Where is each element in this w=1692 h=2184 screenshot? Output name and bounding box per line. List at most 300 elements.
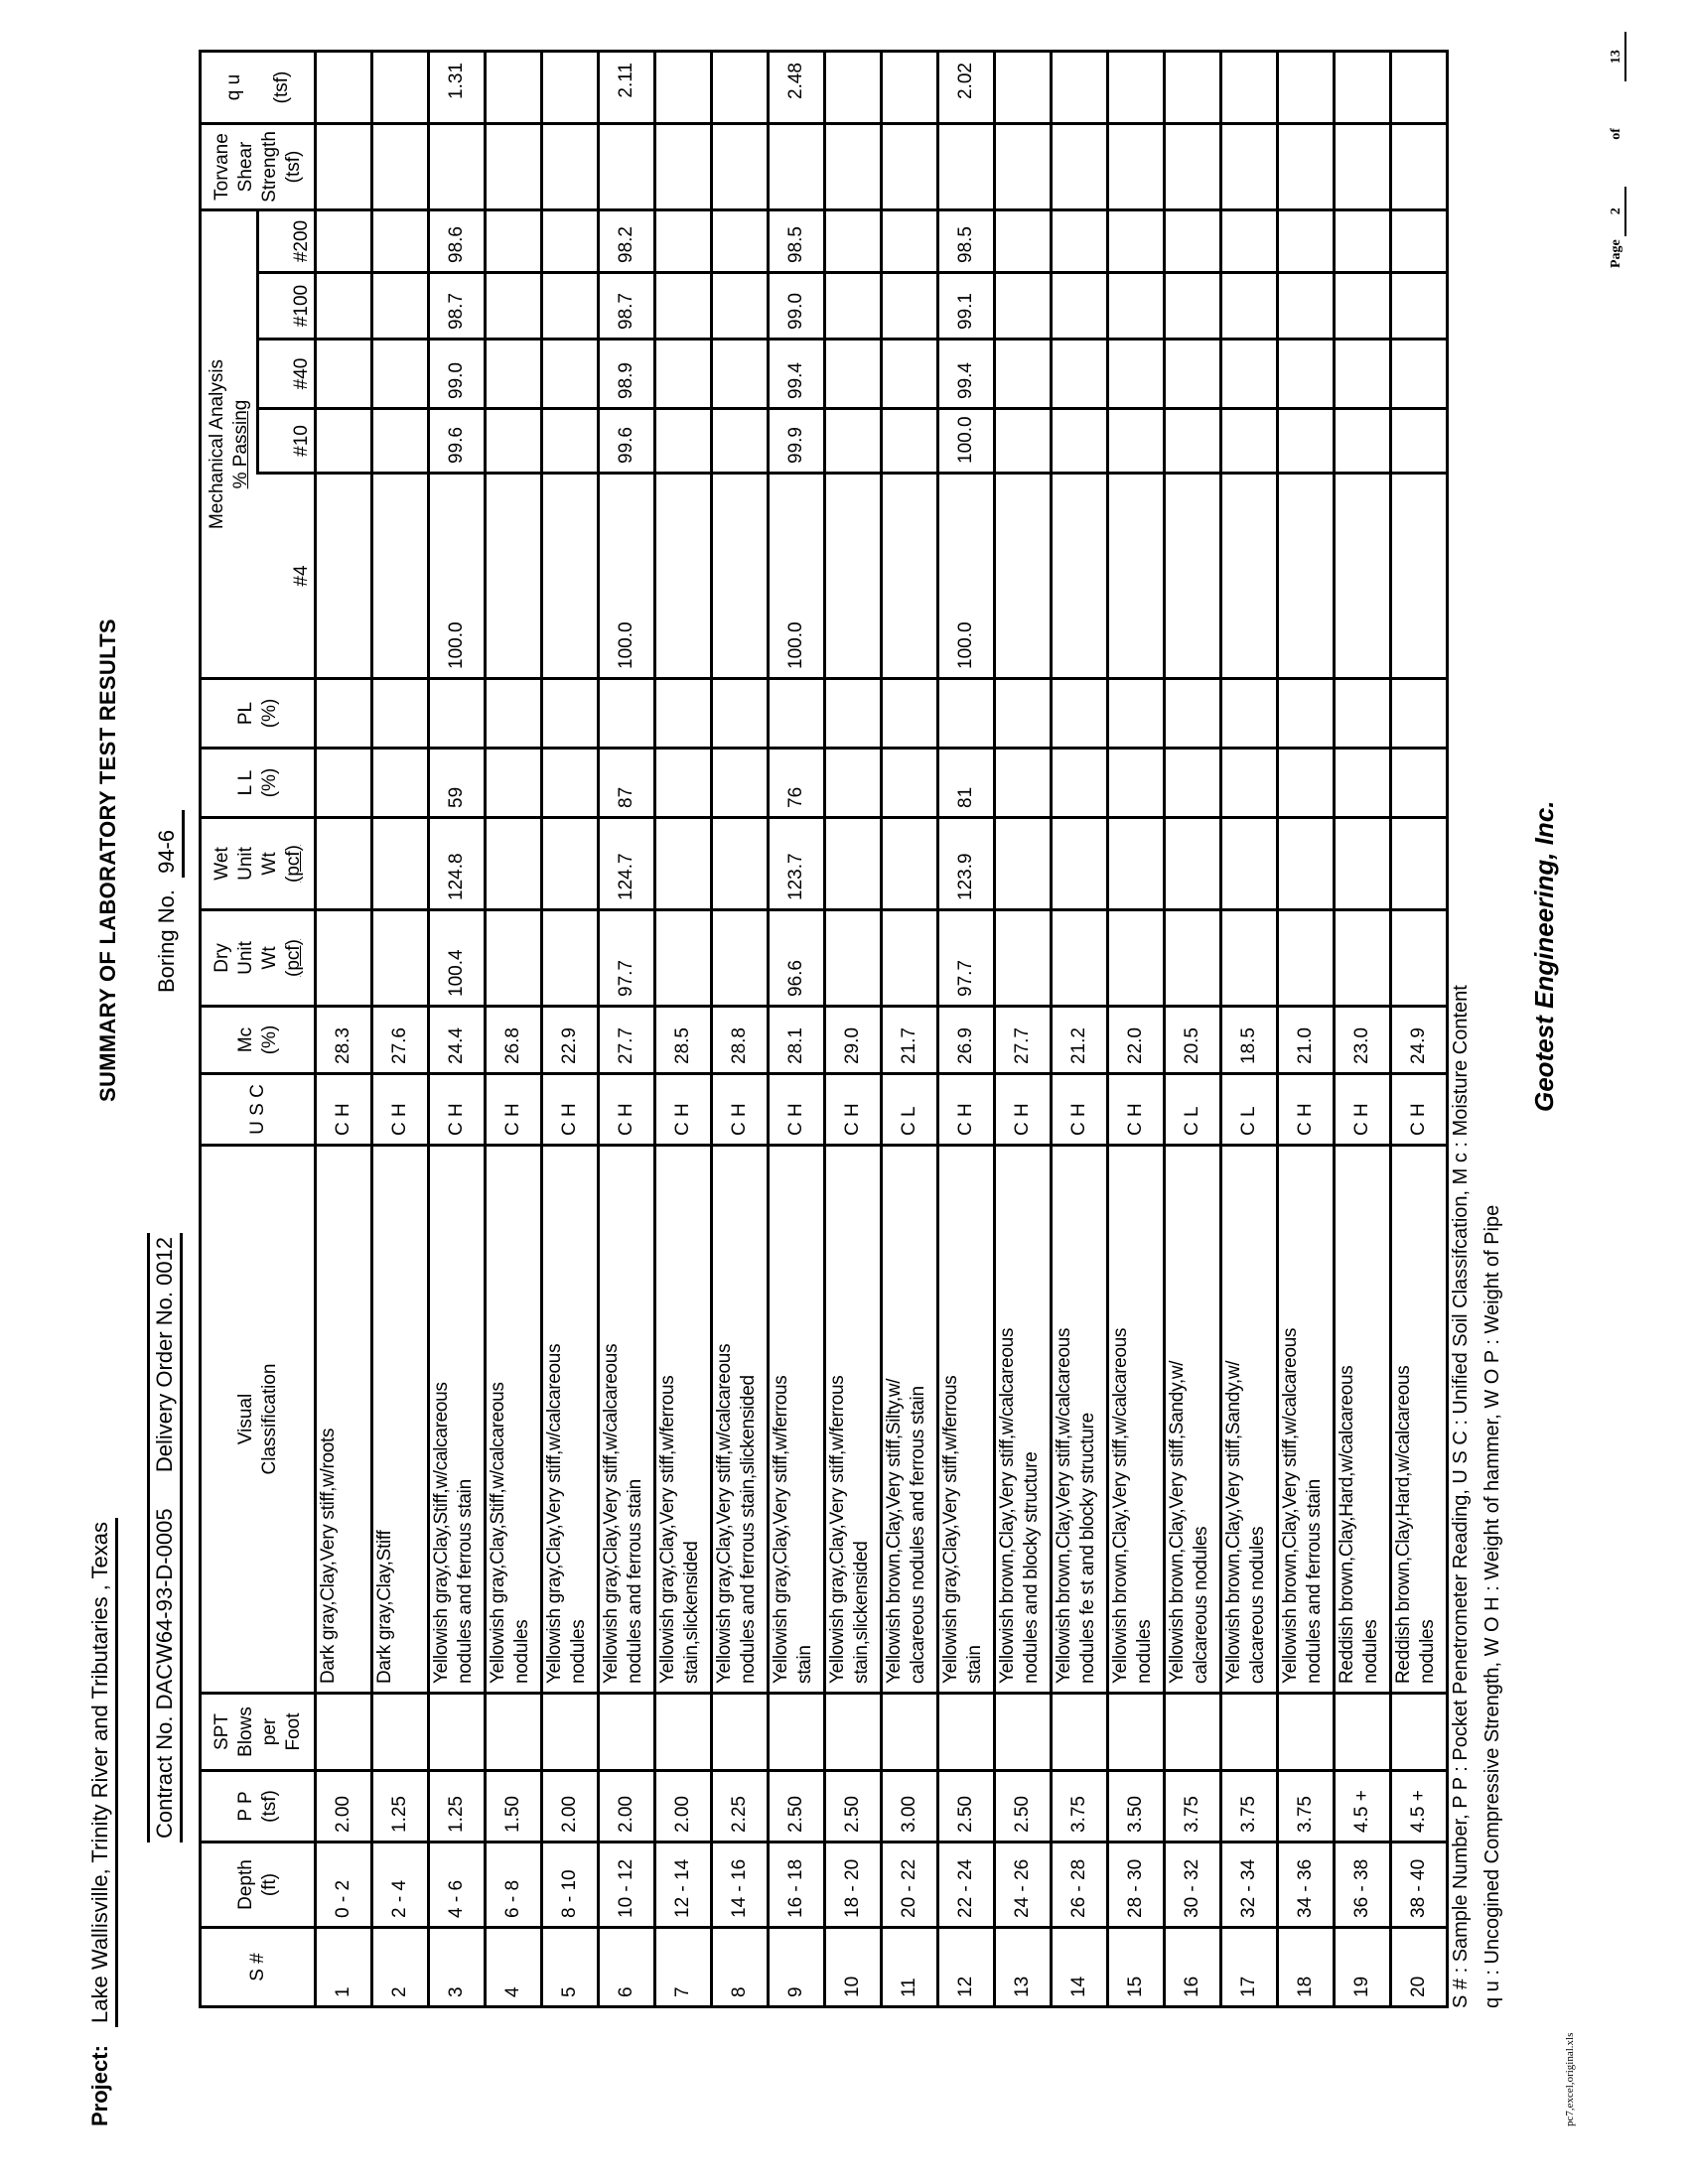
cell-dry-unit-weight <box>1052 910 1108 1007</box>
cell-visual-classification <box>599 1146 655 1694</box>
cell-pocket-penetrometer: 2.50 <box>995 1771 1052 1843</box>
col-header-mechanical-analysis: Mechanical Analysis % Passing <box>201 210 258 679</box>
col-header-mc: Mc (%) <box>201 1007 316 1074</box>
cell-sieve-4 <box>542 474 599 679</box>
cell-torvane <box>1278 124 1335 210</box>
cell-sieve-200 <box>1052 210 1108 273</box>
cell-sieve-200: 98.5 <box>769 210 825 273</box>
cell-sample-number: 15 <box>1108 1928 1165 2007</box>
cell-qu <box>655 52 712 124</box>
cell-plastic-limit <box>769 679 825 749</box>
cell-pocket-penetrometer: 3.75 <box>1165 1771 1221 1843</box>
cell-depth: 38 - 40 <box>1391 1843 1448 1928</box>
cell-moisture-content: 21.7 <box>882 1007 938 1074</box>
col-header-usc: U S C <box>201 1074 316 1146</box>
cell-sieve-100 <box>1221 273 1278 340</box>
cell-plastic-limit <box>316 679 372 749</box>
table-row <box>1391 52 1448 2007</box>
cell-sieve-10 <box>542 409 599 474</box>
classification-line: nodules and ferrous stain <box>1304 1479 1325 1684</box>
cell-moisture-content: 26.9 <box>938 1007 995 1074</box>
cell-usc: C H <box>372 1074 429 1146</box>
cell-dry-unit-weight: 100.4 <box>429 910 486 1007</box>
classification-line: calcareous nodules <box>1191 1526 1211 1684</box>
col-header-wet-unit-wt: Wet Unit Wt (pcf) <box>201 818 316 910</box>
cell-sieve-4 <box>655 474 712 679</box>
cell-liquid-limit <box>1278 749 1335 818</box>
cell-moisture-content: 27.7 <box>995 1007 1052 1074</box>
classification-line: nodules <box>1134 1619 1155 1684</box>
cell-dry-unit-weight <box>372 910 429 1007</box>
legend-line-2: q u : Uncogined Compressive Strength, W O H : Weight of hammer, W O P : Weight of Pipe <box>1481 1204 1503 2008</box>
cell-qu: 1.31 <box>429 52 486 124</box>
cell-torvane <box>995 124 1052 210</box>
cell-liquid-limit <box>882 749 938 818</box>
cell-depth: 28 - 30 <box>1108 1843 1165 1928</box>
cell-torvane <box>1108 124 1165 210</box>
cell-usc: C L <box>1165 1074 1221 1146</box>
cell-visual-classification <box>655 1146 712 1694</box>
cell-spt-blows <box>1108 1694 1165 1771</box>
col-header-torvane: Torvane Shear Strength (tsf) <box>201 124 316 210</box>
cell-spt-blows <box>599 1694 655 1771</box>
cell-usc: C H <box>1278 1074 1335 1146</box>
cell-moisture-content: 21.2 <box>1052 1007 1108 1074</box>
cell-dry-unit-weight <box>1165 910 1221 1007</box>
cell-liquid-limit <box>316 749 372 818</box>
cell-visual-classification <box>316 1146 372 1694</box>
cell-usc: C H <box>599 1074 655 1146</box>
cell-moisture-content: 29.0 <box>825 1007 882 1074</box>
cell-dry-unit-weight <box>825 910 882 1007</box>
classification-line: stain,slickensided <box>851 1541 872 1684</box>
cell-torvane <box>1221 124 1278 210</box>
cell-usc: C L <box>1221 1074 1278 1146</box>
cell-wet-unit-weight <box>882 818 938 910</box>
cell-depth: 34 - 36 <box>1278 1843 1335 1928</box>
cell-sample-number: 9 <box>769 1928 825 2007</box>
table-body <box>316 52 1448 2007</box>
col-header-sieve-100: #100 <box>258 273 316 340</box>
cell-liquid-limit <box>372 749 429 818</box>
cell-wet-unit-weight: 124.7 <box>599 818 655 910</box>
cell-wet-unit-weight: 124.8 <box>429 818 486 910</box>
cell-sieve-200 <box>316 210 372 273</box>
project-label: Project: <box>87 2045 112 2126</box>
cell-liquid-limit: 59 <box>429 749 486 818</box>
cell-pocket-penetrometer: 3.75 <box>1052 1771 1108 1843</box>
cell-pocket-penetrometer: 2.00 <box>599 1771 655 1843</box>
project-value: Lake Wallisville, Trinity River and Tributaries , Texas <box>87 1518 118 2027</box>
cell-sieve-40 <box>1391 340 1448 409</box>
classification-line: nodules <box>1360 1619 1381 1684</box>
cell-sieve-10 <box>1108 409 1165 474</box>
table-row <box>655 52 712 2007</box>
cell-wet-unit-weight <box>1165 818 1221 910</box>
cell-wet-unit-weight: 123.9 <box>938 818 995 910</box>
classification-line: nodules <box>511 1619 532 1684</box>
cell-qu <box>1108 52 1165 124</box>
classification-line: nodules and ferrous stain,slickensided <box>738 1375 759 1684</box>
cell-qu <box>542 52 599 124</box>
cell-spt-blows <box>1391 1694 1448 1771</box>
cell-wet-unit-weight <box>372 818 429 910</box>
cell-wet-unit-weight <box>1335 818 1391 910</box>
cell-spt-blows <box>882 1694 938 1771</box>
cell-visual-classification <box>1108 1146 1165 1694</box>
cell-visual-classification <box>1335 1146 1391 1694</box>
cell-sieve-100: 99.1 <box>938 273 995 340</box>
cell-visual-classification <box>372 1146 429 1694</box>
cell-pocket-penetrometer: 3.75 <box>1278 1771 1335 1843</box>
cell-wet-unit-weight <box>486 818 542 910</box>
cell-moisture-content: 18.5 <box>1221 1007 1278 1074</box>
cell-spt-blows <box>542 1694 599 1771</box>
classification-line: Yellowish brown,Clay,Very stiff,Silty,w/ <box>884 1378 905 1684</box>
cell-qu <box>1335 52 1391 124</box>
cell-sieve-4 <box>1052 474 1108 679</box>
cell-sieve-4 <box>995 474 1052 679</box>
cell-usc: C H <box>542 1074 599 1146</box>
cell-sieve-10: 99.6 <box>429 409 486 474</box>
cell-sieve-10: 99.6 <box>599 409 655 474</box>
cell-moisture-content: 28.8 <box>712 1007 769 1074</box>
cell-moisture-content: 24.4 <box>429 1007 486 1074</box>
cell-spt-blows <box>655 1694 712 1771</box>
cell-spt-blows <box>995 1694 1052 1771</box>
col-header-sieve-200: #200 <box>258 210 316 273</box>
cell-usc: C H <box>1391 1074 1448 1146</box>
cell-usc: C H <box>316 1074 372 1146</box>
cell-sieve-100 <box>1165 273 1221 340</box>
cell-usc: C H <box>1335 1074 1391 1146</box>
cell-sieve-40 <box>655 340 712 409</box>
cell-sieve-200 <box>1391 210 1448 273</box>
cell-torvane <box>712 124 769 210</box>
cell-wet-unit-weight <box>1052 818 1108 910</box>
cell-sieve-200 <box>372 210 429 273</box>
cell-sieve-100 <box>995 273 1052 340</box>
col-header-spt: SPT Blows per Foot <box>201 1694 316 1771</box>
cell-torvane <box>882 124 938 210</box>
cell-sieve-100 <box>655 273 712 340</box>
cell-qu <box>882 52 938 124</box>
cell-usc: C H <box>1108 1074 1165 1146</box>
cell-usc: C H <box>486 1074 542 1146</box>
company-name: Geotest Engineering, Inc. <box>1529 800 1559 1112</box>
classification-line: calcareous nodules <box>1247 1526 1268 1684</box>
cell-qu <box>486 52 542 124</box>
classification-line: calcareous nodules and ferrous stain <box>908 1386 928 1684</box>
cell-sample-number: 18 <box>1278 1928 1335 2007</box>
cell-depth: 36 - 38 <box>1335 1843 1391 1928</box>
cell-liquid-limit <box>1391 749 1448 818</box>
table-row <box>712 52 769 2007</box>
cell-sample-number: 7 <box>655 1928 712 2007</box>
cell-sieve-200 <box>712 210 769 273</box>
cell-sieve-40 <box>542 340 599 409</box>
cell-plastic-limit <box>372 679 429 749</box>
classification-line: nodules fe st and blocky structure <box>1077 1413 1098 1684</box>
col-header-qu: q u (tsf) <box>201 52 316 124</box>
cell-depth: 30 - 32 <box>1165 1843 1221 1928</box>
cell-depth: 32 - 34 <box>1221 1843 1278 1928</box>
cell-moisture-content: 26.8 <box>486 1007 542 1074</box>
cell-torvane <box>1335 124 1391 210</box>
cell-pocket-penetrometer: 1.50 <box>486 1771 542 1843</box>
cell-sieve-40 <box>1221 340 1278 409</box>
boring-line <box>154 810 185 993</box>
cell-sieve-10 <box>825 409 882 474</box>
cell-sieve-40 <box>372 340 429 409</box>
table-row <box>938 52 995 2007</box>
cell-sieve-200 <box>1165 210 1221 273</box>
table-row <box>995 52 1052 2007</box>
cell-liquid-limit <box>542 749 599 818</box>
cell-wet-unit-weight <box>655 818 712 910</box>
cell-visual-classification <box>938 1146 995 1694</box>
contract-number: Contract No. DACW64-93-D-0005 <box>152 1508 177 1839</box>
cell-qu <box>1221 52 1278 124</box>
classification-line: Yellowish brown,Clay,Very stiff,w/calcareous <box>997 1327 1018 1684</box>
cell-moisture-content: 20.5 <box>1165 1007 1221 1074</box>
cell-sieve-200 <box>486 210 542 273</box>
cell-sieve-40 <box>1335 340 1391 409</box>
cell-sample-number: 8 <box>712 1928 769 2007</box>
cell-dry-unit-weight: 97.7 <box>938 910 995 1007</box>
cell-moisture-content: 22.0 <box>1108 1007 1165 1074</box>
cell-sieve-10 <box>882 409 938 474</box>
col-header-sieve-40: #40 <box>258 340 316 409</box>
cell-spt-blows <box>712 1694 769 1771</box>
cell-dry-unit-weight <box>882 910 938 1007</box>
legend <box>1445 985 1508 2008</box>
cell-torvane <box>372 124 429 210</box>
cell-depth: 8 - 10 <box>542 1843 599 1928</box>
classification-line: stain,slickensided <box>681 1541 702 1684</box>
cell-sample-number: 4 <box>486 1928 542 2007</box>
cell-pocket-penetrometer: 2.00 <box>316 1771 372 1843</box>
cell-sieve-100 <box>1335 273 1391 340</box>
cell-sieve-10 <box>1165 409 1221 474</box>
cell-spt-blows <box>825 1694 882 1771</box>
cell-sieve-200 <box>825 210 882 273</box>
classification-line: Yellowish brown,Clay,Very stiff,Sandy,w/ <box>1223 1360 1244 1684</box>
cell-liquid-limit <box>1108 749 1165 818</box>
table-row <box>769 52 825 2007</box>
cell-sieve-40 <box>825 340 882 409</box>
classification-line: nodules <box>1417 1619 1438 1684</box>
cell-torvane <box>1165 124 1221 210</box>
cell-sieve-100 <box>372 273 429 340</box>
classification-line: nodules and ferrous stain <box>625 1479 645 1684</box>
cell-torvane <box>429 124 486 210</box>
cell-wet-unit-weight <box>542 818 599 910</box>
cell-pocket-penetrometer: 4.5 + <box>1335 1771 1391 1843</box>
cell-pocket-penetrometer: 2.50 <box>825 1771 882 1843</box>
cell-sieve-10 <box>1052 409 1108 474</box>
cell-sieve-100 <box>542 273 599 340</box>
cell-spt-blows <box>1052 1694 1108 1771</box>
cell-depth: 4 - 6 <box>429 1843 486 1928</box>
classification-line: Yellowish brown,Clay,Very stiff,w/calcareous <box>1054 1327 1074 1684</box>
cell-sample-number: 11 <box>882 1928 938 2007</box>
cell-pocket-penetrometer: 2.50 <box>938 1771 995 1843</box>
cell-pocket-penetrometer: 2.25 <box>712 1771 769 1843</box>
cell-qu <box>1391 52 1448 124</box>
cell-visual-classification <box>1052 1146 1108 1694</box>
cell-qu <box>1052 52 1108 124</box>
classification-line: Yellowish gray,Clay,Very stiff,w/ferrous <box>940 1375 961 1684</box>
cell-dry-unit-weight <box>1278 910 1335 1007</box>
cell-sieve-4 <box>372 474 429 679</box>
cell-qu <box>712 52 769 124</box>
table-row <box>599 52 655 2007</box>
cell-wet-unit-weight <box>316 818 372 910</box>
cell-sieve-10 <box>1221 409 1278 474</box>
cell-sieve-40 <box>882 340 938 409</box>
cell-sieve-4 <box>1278 474 1335 679</box>
cell-qu <box>372 52 429 124</box>
cell-wet-unit-weight <box>1278 818 1335 910</box>
table-row <box>825 52 882 2007</box>
classification-line: Reddish brown,Clay,Hard,w/calcareous <box>1337 1365 1357 1684</box>
cell-plastic-limit <box>1335 679 1391 749</box>
project-line <box>87 1518 118 2126</box>
cell-sample-number: 14 <box>1052 1928 1108 2007</box>
cell-plastic-limit <box>882 679 938 749</box>
col-header-sample: S # <box>201 1928 316 2007</box>
cell-plastic-limit <box>655 679 712 749</box>
cell-liquid-limit: 81 <box>938 749 995 818</box>
cell-moisture-content: 27.6 <box>372 1007 429 1074</box>
contract-line <box>147 1233 183 1843</box>
cell-visual-classification <box>542 1146 599 1694</box>
col-header-ll: L L (%) <box>201 749 316 818</box>
cell-liquid-limit <box>1335 749 1391 818</box>
table-row <box>1052 52 1108 2007</box>
cell-sieve-40 <box>1278 340 1335 409</box>
table-row <box>542 52 599 2007</box>
classification-line: Yellowish brown,Clay,Very stiff,w/calcareous <box>1110 1327 1131 1684</box>
cell-sieve-100 <box>825 273 882 340</box>
cell-spt-blows <box>938 1694 995 1771</box>
table-row <box>1165 52 1221 2007</box>
cell-sieve-40 <box>1165 340 1221 409</box>
cell-depth: 6 - 8 <box>486 1843 542 1928</box>
cell-torvane <box>769 124 825 210</box>
col-header-sieve-4: #4 <box>258 474 316 679</box>
classification-line: nodules and ferrous stain <box>455 1479 476 1684</box>
table-row <box>316 52 372 2007</box>
cell-sieve-4: 100.0 <box>599 474 655 679</box>
cell-dry-unit-weight <box>995 910 1052 1007</box>
classification-line: Yellowish gray,Clay,Very stiff,w/ferrous <box>827 1375 848 1684</box>
cell-spt-blows <box>1221 1694 1278 1771</box>
cell-wet-unit-weight <box>712 818 769 910</box>
cell-sample-number: 10 <box>825 1928 882 2007</box>
cell-sieve-10 <box>995 409 1052 474</box>
cell-moisture-content: 27.7 <box>599 1007 655 1074</box>
cell-depth: 22 - 24 <box>938 1843 995 1928</box>
cell-plastic-limit <box>1391 679 1448 749</box>
cell-visual-classification <box>882 1146 938 1694</box>
cell-sieve-4 <box>1221 474 1278 679</box>
cell-plastic-limit <box>712 679 769 749</box>
cell-sample-number: 13 <box>995 1928 1052 2007</box>
cell-plastic-limit <box>599 679 655 749</box>
cell-wet-unit-weight <box>1108 818 1165 910</box>
cell-sieve-4 <box>825 474 882 679</box>
cell-visual-classification <box>825 1146 882 1694</box>
cell-sieve-200 <box>1108 210 1165 273</box>
cell-sieve-100: 98.7 <box>599 273 655 340</box>
cell-sieve-10: 100.0 <box>938 409 995 474</box>
cell-depth: 16 - 18 <box>769 1843 825 1928</box>
classification-line: Yellowish gray,Clay,Very stiff,w/calcareous <box>544 1343 565 1684</box>
cell-wet-unit-weight <box>1221 818 1278 910</box>
cell-sieve-40 <box>486 340 542 409</box>
cell-moisture-content: 28.5 <box>655 1007 712 1074</box>
cell-plastic-limit <box>995 679 1052 749</box>
cell-sieve-4: 100.0 <box>429 474 486 679</box>
cell-sieve-200 <box>542 210 599 273</box>
cell-sieve-200: 98.6 <box>429 210 486 273</box>
cell-sieve-200 <box>1278 210 1335 273</box>
classification-line: Yellowish gray,Clay,Very stiff,w/calcareous <box>714 1343 735 1684</box>
cell-dry-unit-weight <box>542 910 599 1007</box>
cell-sample-number: 1 <box>316 1928 372 2007</box>
cell-liquid-limit <box>1052 749 1108 818</box>
cell-sieve-4 <box>1391 474 1448 679</box>
cell-moisture-content: 23.0 <box>1335 1007 1391 1074</box>
page-indicator <box>1609 32 1626 268</box>
cell-sieve-10 <box>1391 409 1448 474</box>
cell-dry-unit-weight <box>316 910 372 1007</box>
cell-pocket-penetrometer: 2.00 <box>542 1771 599 1843</box>
cell-sieve-100 <box>712 273 769 340</box>
cell-pocket-penetrometer: 2.50 <box>769 1771 825 1843</box>
cell-sieve-40 <box>316 340 372 409</box>
cell-liquid-limit <box>486 749 542 818</box>
cell-usc: C H <box>825 1074 882 1146</box>
cell-plastic-limit <box>825 679 882 749</box>
classification-line: Yellowish gray,Clay,Very stiff,w/ferrous <box>657 1375 678 1684</box>
cell-sieve-200 <box>882 210 938 273</box>
cell-sieve-40: 98.9 <box>599 340 655 409</box>
cell-plastic-limit <box>542 679 599 749</box>
file-name: pc7,excel,original.xls <box>1564 2032 1576 2126</box>
cell-sieve-100 <box>1278 273 1335 340</box>
cell-moisture-content: 28.3 <box>316 1007 372 1074</box>
cell-visual-classification <box>1165 1146 1221 1694</box>
table-row <box>1335 52 1391 2007</box>
classification-line: Yellowish gray,Clay,Very stiff,w/calcareous <box>601 1343 622 1684</box>
col-header-sieve-10: #10 <box>258 409 316 474</box>
cell-sieve-4 <box>712 474 769 679</box>
table-row <box>372 52 429 2007</box>
classification-line: Yellowish brown,Clay,Very stiff,w/calcareous <box>1280 1327 1301 1684</box>
table-row <box>486 52 542 2007</box>
cell-dry-unit-weight: 96.6 <box>769 910 825 1007</box>
cell-torvane <box>1052 124 1108 210</box>
classification-line: Yellowish gray,Clay,Very stiff,w/ferrous <box>771 1375 791 1684</box>
cell-sample-number: 12 <box>938 1928 995 2007</box>
cell-pocket-penetrometer: 3.50 <box>1108 1771 1165 1843</box>
cell-sieve-40: 99.4 <box>938 340 995 409</box>
table-row <box>1108 52 1165 2007</box>
cell-depth: 14 - 16 <box>712 1843 769 1928</box>
